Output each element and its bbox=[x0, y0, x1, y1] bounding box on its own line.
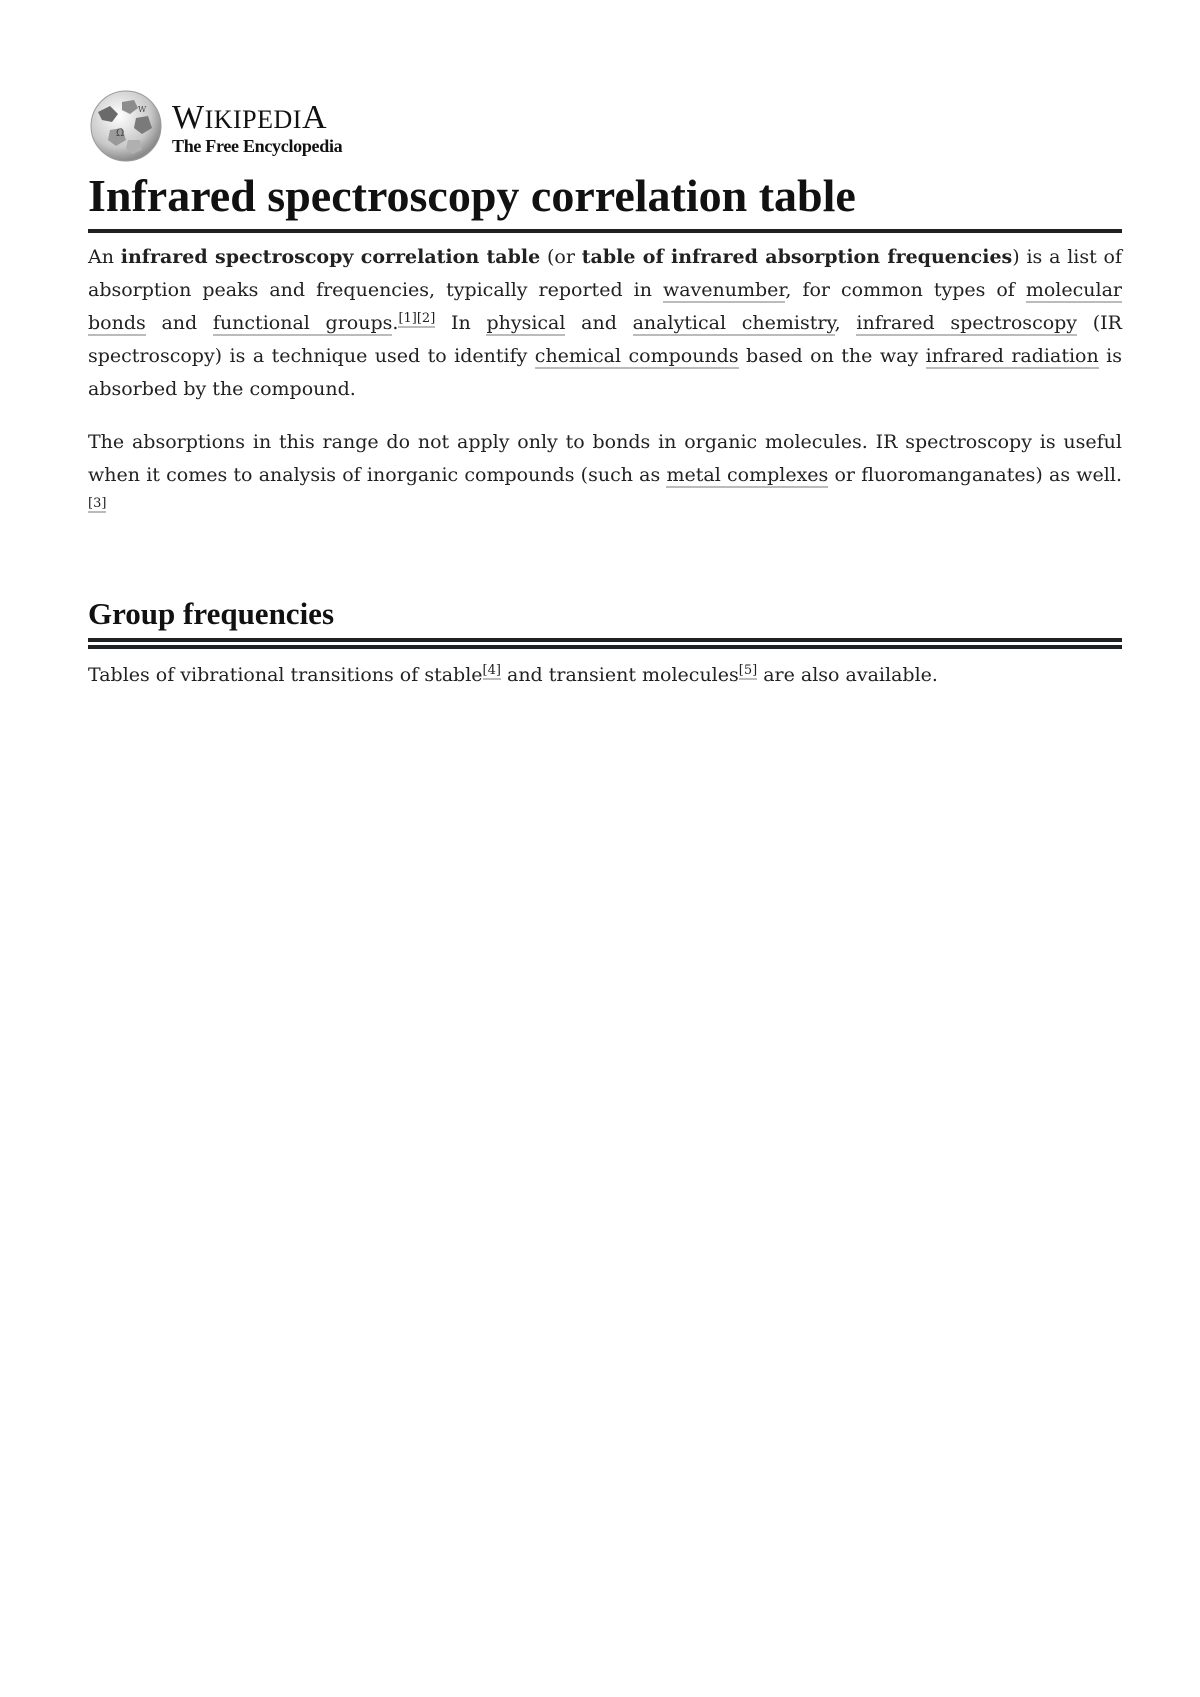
wikipedia-globe-icon bbox=[88, 88, 164, 164]
link-infrared-spectroscopy[interactable]: infrared spectroscopy bbox=[856, 311, 1078, 334]
link-wavenumber[interactable]: wavenumber bbox=[662, 278, 786, 301]
reference-5[interactable]: [5] bbox=[738, 663, 758, 679]
second-paragraph: The absorptions in this range do not apply only to bonds in organic molecules. IR spectroscopy is useful when it comes to analysis of inorganic compounds (such as metal complexes or fluoromanganates) as well.[3] bbox=[88, 430, 1122, 511]
wikipedia-logo[interactable] bbox=[88, 88, 1122, 164]
reference-4[interactable]: [4] bbox=[482, 663, 501, 679]
reference-3[interactable]: [3] bbox=[88, 495, 107, 511]
link-molecular-bonds[interactable]: molecular bonds bbox=[88, 278, 1122, 334]
reference-1[interactable]: [1] bbox=[398, 310, 417, 326]
svg-text:W: W bbox=[138, 105, 147, 114]
link-physical[interactable]: physical bbox=[486, 311, 566, 334]
article-page bbox=[88, 88, 1122, 712]
wordmark-title: WIKIPEDIA bbox=[172, 99, 328, 136]
section-heading-group-frequencies: Group frequencies bbox=[88, 595, 1122, 649]
wordmark-subtitle: The Free Encyclopedia bbox=[172, 136, 343, 156]
reference-2[interactable]: [2] bbox=[416, 310, 436, 326]
intro-paragraph: An infrared spectroscopy correlation table (or table of infrared absorption frequencies) is a list of absorption peaks and frequencies, typically reported in wavenumber, for common types of molecular bonds and functional groups.[1][2] In physical and analytical chemistry, infrared spectroscopy (IR spectroscopy) is a technique used to identify chemical compounds based on the way infrared radiation is absorbed by the compound. bbox=[88, 245, 1123, 400]
link-infrared-radiation[interactable]: infrared radiation bbox=[925, 344, 1099, 367]
link-chemical-compounds[interactable]: chemical compounds bbox=[534, 344, 739, 367]
link-functional-groups[interactable]: functional groups bbox=[212, 311, 393, 334]
wordmark bbox=[172, 101, 342, 155]
group-frequencies-paragraph: Tables of vibrational transitions of stable[4] and transient molecules[5] are also available. bbox=[88, 663, 938, 687]
link-analytical-chemistry[interactable]: analytical chemistry bbox=[632, 311, 835, 334]
svg-text:Ω: Ω bbox=[116, 128, 125, 139]
link-metal-complexes[interactable]: metal complexes bbox=[666, 463, 829, 486]
page-title: Infrared spectroscopy correlation table bbox=[88, 170, 1122, 233]
